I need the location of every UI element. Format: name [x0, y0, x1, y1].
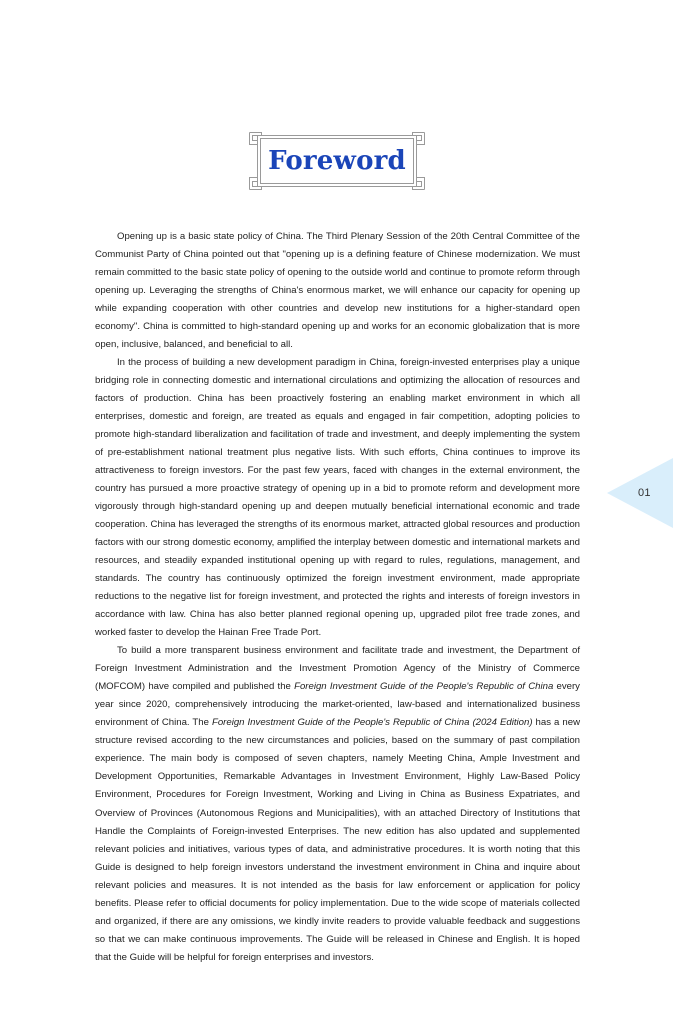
guide-title-italic: Foreign Investment Guide of the People's Republic of China [294, 681, 554, 693]
page-title: Foreword [268, 146, 406, 176]
paragraph-2: In the process of building a new development paradigm in China, foreign-invested enterprises play a unique bridging role in connecting domestic and international circulations and optimizing the allocation of resources and factors of production. China has been proactively fostering an enabling market environment in which all enterprises, domestic and foreign, are treated as equals and engaged in fair competition, adopting policies to promote high-standard liberalization and facilitation of trade and investment, and deeply implementing the system of pre-establishment national treatment plus negative lists. With such efforts, China continues to improve its attractiveness to foreign investors. For the past few years, faced with changes in the external environment, the country has pursued a more proactive strategy of opening up in a bid to promote reform and development more vigorously through high-standard opening up and deepen mutually beneficial international economic and trade cooperation. China has leveraged the strengths of its enormous market, attracted global resources and production factors with our strong domestic economy, amplified the interplay between domestic and international markets and resources, and steadily expanded institutional opening up with regard to rules, regulations, management, and standards. The country has continuously optimized the foreign investment environment, made appropriate reductions to the negative list for foreign investment, and protected the rights and interests of foreign investors in accordance with law. China has also better planned regional opening up, upgraded pilot free trade zones, and worked faster to develop the Hainan Free Trade Port. [95, 357, 580, 639]
paragraph-1: Opening up is a basic state policy of China. The Third Plenary Session of the 20th Central Committee of the Communist Party of China pointed out that "opening up is a defining feature of Chinese modernization. We must remain committed to the basic state policy of opening to the outside world and continue to promote reform through opening up. Leveraging the strengths of China's enormous market, we will enhance our capacity for opening up while expanding cooperation with other countries and develop new institutions for a higher-standard open economy". China is committed to high-standard opening up and works for an economic globalization that is more open, inclusive, balanced, and beneficial to all. [95, 231, 580, 351]
title-frame [245, 128, 429, 194]
paragraph-3-part-c: has a new structure revised according to the new circumstances and policies, based on the summary of past compilation experience. The main body is composed of seven chapters, namely Meeting China, Ample Investment and Development Opportunities, Remarkable Advantages in Investment Environment, Highly Law-Based Policy Environment, Procedures for Foreign Investment, Working and Living in China as Business Expatriates, and Overview of Provinces (Autonomous Regions and Municipalities), with an attached Directory of Institutions that Handle the Complaints of Foreign-invested Enterprises. The new edition has also updated and supplemented relevant policies and initiatives, various types of data, and administrative procedures. It is worth noting that this Guide is designed to help foreign investors understand the investment environment in China and inquire about relevant policies and measures. It is not intended as the basis for law enforcement or application for policy benefits. Please refer to official documents for policy implementation. Due to the wide scope of materials collected and organized, if there are any omissions, we kindly invite readers to provide valuable feedback and suggestions so that we can make continuous improvements. The Guide will be released in Chinese and English. It is hoped that the Guide will be helpful for foreign enterprises and investors. [95, 717, 580, 963]
guide-2024-title-italic: Foreign Investment Guide of the People's Republic of China (2024 Edition) [211, 717, 533, 729]
page-number: 01 [638, 487, 651, 499]
paragraph-3 [95, 642, 580, 966]
paragraph-3-part-b: every year since 2020, comprehensively introducing the market-oriented, law-based and internationalized business environment of China. The [95, 681, 580, 729]
foreword-body [95, 228, 580, 967]
paragraph-3-part-a: To build a more transparent business environment and facilitate trade and investment, the Department of Foreign Investment Administration and the Investment Promotion Agency of the Ministry of Commerce (MOFCOM) have compiled and published the [95, 645, 580, 693]
